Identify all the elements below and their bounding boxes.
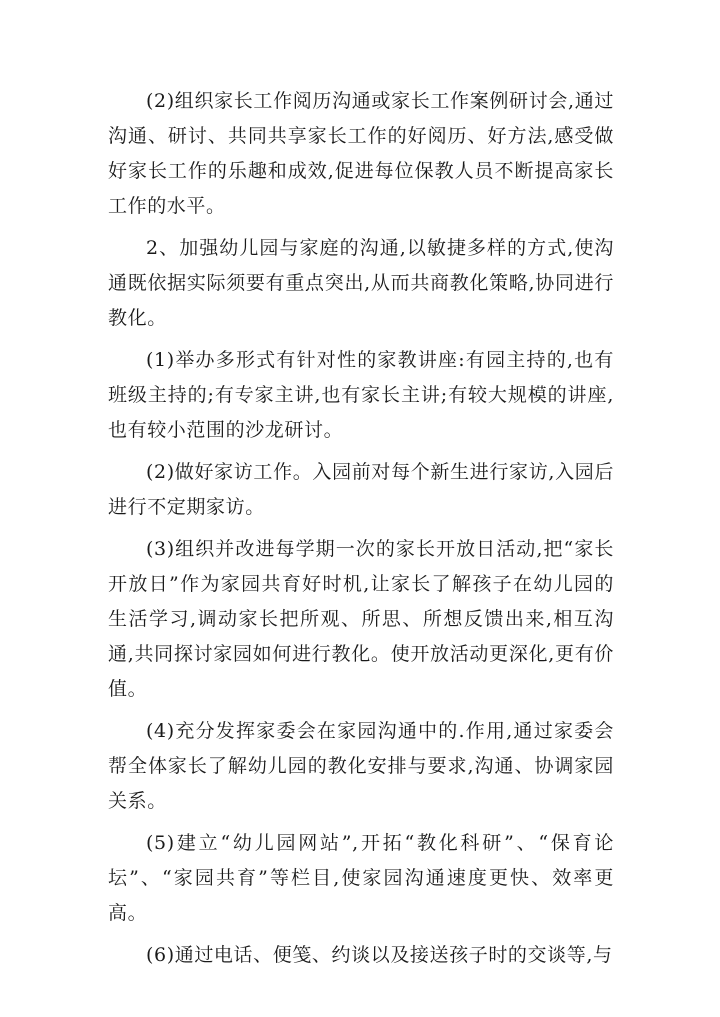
document-body — [108, 84, 614, 980]
paragraph-2: 2、加强幼儿园与家庭的沟通,以敏捷多样的方式,使沟通既依据实际须要有重点突出,从而共商教化策略,协同进行教化。 — [108, 237, 614, 329]
paragraph-8: (6)通过电话、便笺、约谈以及接送孩子时的交谈等,与 — [146, 944, 613, 966]
paragraph-7: (5)建立“幼儿园网站”,开拓“教化科研”、“保育论坛”、“家园共育”等栏目,使家园沟通速度更快、效率更高。 — [108, 832, 614, 924]
paragraph-3: (1)举办多形式有针对性的家教讲座:有园主持的,也有班级主持的;有专家主讲,也有家长主讲;有较大规模的讲座,也有较小范围的沙龙研讨。 — [108, 349, 614, 441]
paragraph-1: (2)组织家长工作阅历沟通或家长工作案例研讨会,通过沟通、研讨、共同共享家长工作的好阅历、好方法,感受做好家长工作的乐趣和成效,促进每位保教人员不断提高家长工作的水平。 — [108, 90, 614, 217]
paragraph-4: (2)做好家访工作。入园前对每个新生进行家访,入园后进行不定期家访。 — [108, 461, 614, 518]
paragraph-6: (4)充分发挥家委会在家园沟通中的.作用,通过家委会帮全体家长了解幼儿园的教化安排与要求,沟通、协调家园关系。 — [108, 720, 614, 812]
paragraph-5: (3)组织并改进每学期一次的家长开放日活动,把“家长开放日”作为家园共育好时机,让家长了解孩子在幼儿园的生活学习,调动家长把所观、所思、所想反馈出来,相互沟通,共同探讨家园如何进行教化。使开放活动更深化,更有价值。 — [108, 538, 614, 700]
